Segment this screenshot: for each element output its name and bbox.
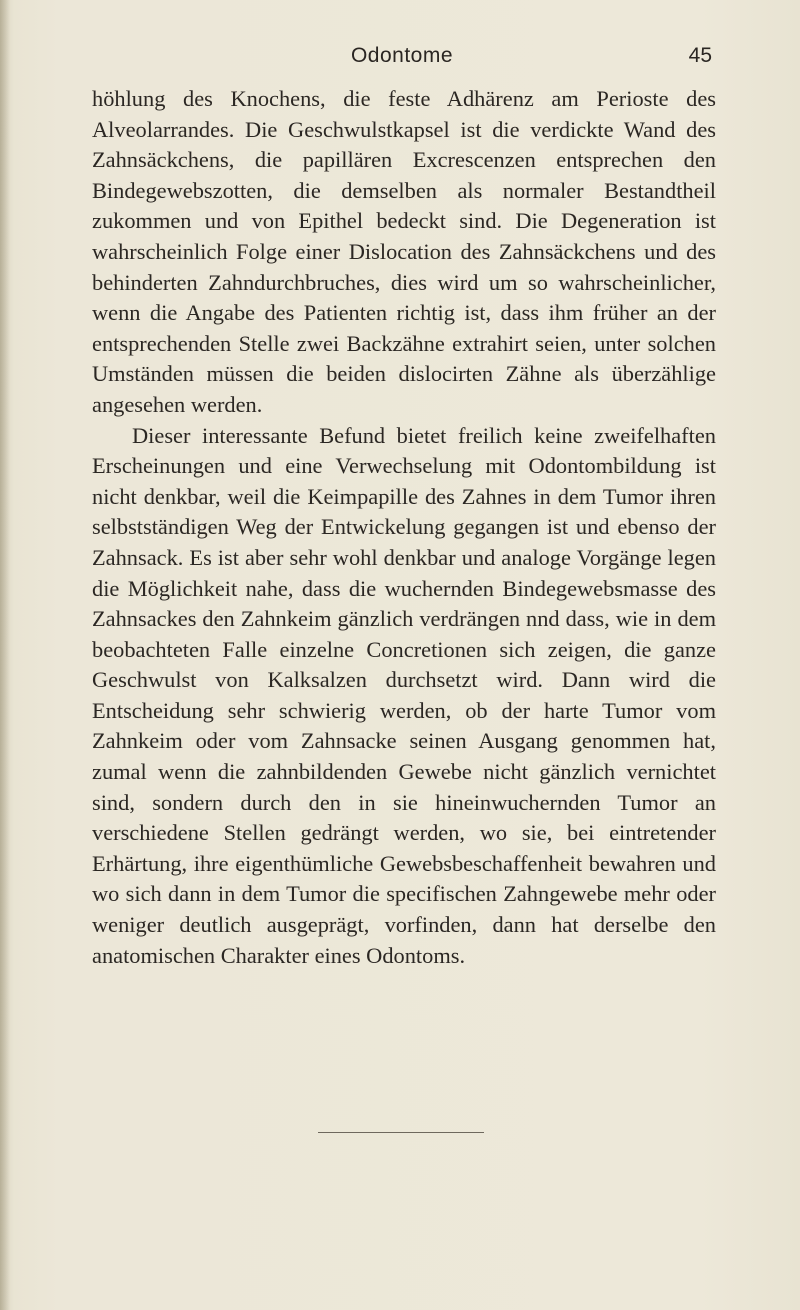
paragraph-1: höhlung des Knochens, die feste Adhärenz am Perioste des Alveolarrandes. Die Geschwulstkapsel ist die verdickte Wand des Zahnsäckchens, die papillären Excrescenzen entsprechen den Bindegewebszotten, die demselben als normaler Bestandtheil zukommen und von Epithel bedeckt sind. Die Degeneration ist wahrscheinlich Folge einer Dislocation des Zahnsäckchens und des behinderten Zahndurchbruches, dies wird um so wahrscheinlicher, wenn die Angabe des Patienten richtig ist, dass ihm früher an der entsprechenden Stelle zwei Backzähne extrahirt seien, unter solchen Umständen müssen die beiden dislocirten Zähne als überzählige angesehen werden. xyxy=(92,86,716,417)
page-number: 45 xyxy=(688,44,712,67)
page-edge-shadow xyxy=(0,0,10,1310)
closing-rule xyxy=(318,1132,484,1133)
running-head-title: Odontome xyxy=(350,44,454,67)
body-text xyxy=(92,84,716,971)
paragraph-2: Dieser interessante Befund bietet freilich keine zweifelhaften Erscheinungen und eine Verwechselung mit Odontombildung ist nicht denkbar, weil die Keimpapille des Zahnes in dem Tumor ihren selbstständigen Weg der Entwickelung gegangen ist und ebenso der Zahnsack. Es ist aber sehr wohl denkbar und analoge Vorgänge legen die Möglichkeit nahe, dass die wuchernden Bindegewebsmasse des Zahnsackes den Zahnkeim gänzlich verdrängen nnd dass, wie in dem beobachteten Falle einzelne Concretionen sich zeigen, die ganze Geschwulst von Kalksalzen durchsetzt wird. Dann wird die Entscheidung sehr schwierig werden, ob der harte Tumor vom Zahnkeim oder vom Zahnsacke seinen Ausgang genommen hat, zumal wenn die zahnbildenden Gewebe nicht gänzlich vernichtet sind, sondern durch den in sie hineinwuchernden Tumor an verschiedene Stellen gedrängt werden, wo sie, bei eintretender Erhärtung, ihre eigenthümliche Gewebsbeschaffenheit bewahren und wo sich dann in dem Tumor die specifischen Zahngewebe mehr oder weniger deutlich ausgeprägt, vorfinden, dann hat derselbe den anatomischen Charakter eines Odontoms. xyxy=(92,422,716,968)
running-head xyxy=(92,44,712,74)
